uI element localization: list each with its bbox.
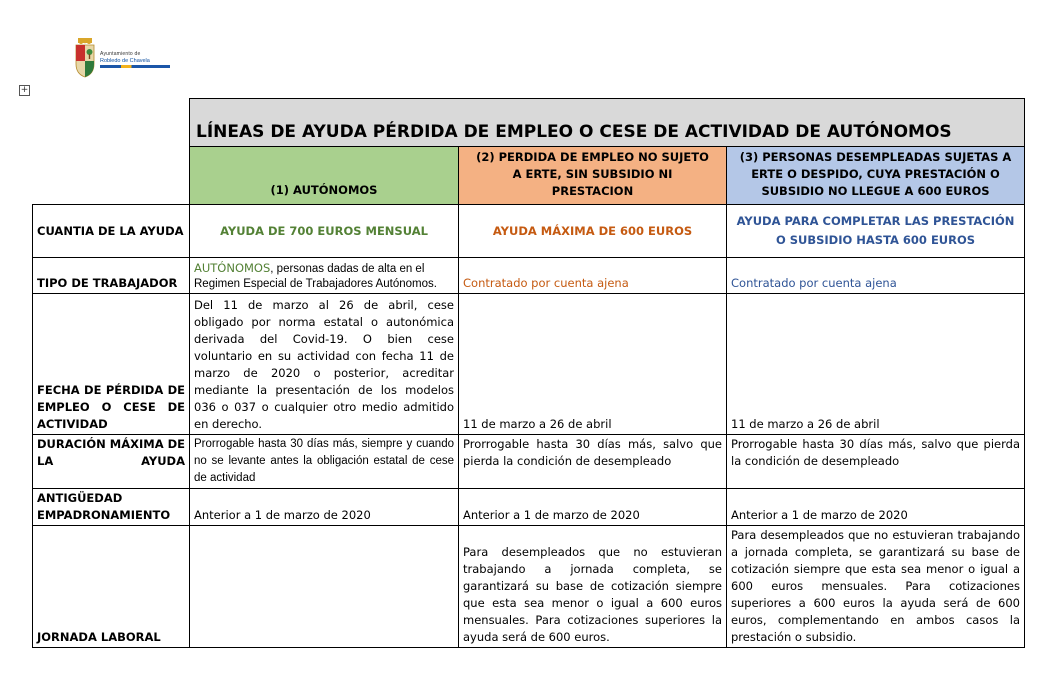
antiguedad-desempleados-erte: Anterior a 1 de marzo de 2020 (727, 489, 1025, 526)
antiguedad-autonomos: Anterior a 1 de marzo de 2020 (190, 489, 459, 526)
table-row (33, 526, 1025, 648)
table-row (33, 294, 1025, 435)
row-label-cuantia: CUANTIA DE LA AYUDA (33, 205, 190, 258)
row-label-jornada: JORNADA LABORAL (33, 526, 190, 648)
row-label-duracion: DURACIÓN MÁXIMA DE LA AYUDA (33, 435, 190, 489)
autonomos-highlight: AUTÓNOMOS (194, 261, 271, 275)
tipo-trabajador-desempleados-erte: Contratado por cuenta ajena (727, 258, 1025, 294)
tipo-trabajador-autonomos (190, 258, 459, 294)
tipo-trabajador-perdida-empleo: Contratado por cuenta ajena (459, 258, 727, 294)
antiguedad-perdida-empleo: Anterior a 1 de marzo de 2020 (459, 489, 727, 526)
cuantia-perdida-empleo: AYUDA MÁXIMA DE 600 EUROS (459, 205, 727, 258)
fecha-autonomos: Del 11 de marzo al 26 de abril, cese obligado por norma estatal o autonómica derivada del Covid-19. O bien cese voluntario en su actividad con fecha 11 de marzo de 2020 o posterior, acreditar mediante la presentación de los modelos 036 o 037 o cualquier otro medio admitido en derecho. (190, 294, 459, 435)
table-row (33, 435, 1025, 489)
duracion-perdida-empleo: Prorrogable hasta 30 días más, salvo que pierda la condición de desempleado (459, 435, 727, 489)
row-label-fecha-perdida: FECHA DE PÉRDIDA DE EMPLEO O CESE DE ACTIVIDAD (33, 294, 190, 435)
aid-lines-table (32, 98, 1025, 648)
fecha-perdida-empleo: 11 de marzo a 26 de abril (459, 294, 727, 435)
table-row (33, 258, 1025, 294)
coat-of-arms-icon (74, 38, 96, 78)
column-header-autonomos: (1) AUTÓNOMOS (190, 147, 459, 205)
duracion-desempleados-erte: Prorrogable hasta 30 días más, salvo que pierda la condición de desempleado (727, 435, 1025, 489)
jornada-autonomos (190, 526, 459, 648)
municipal-logo (72, 38, 172, 80)
row-label-tipo-trabajador: TIPO DE TRABAJADOR (33, 258, 190, 294)
blank-corner-cell (33, 99, 190, 205)
logo-color-bar (100, 65, 170, 68)
cuantia-autonomos: AYUDA DE 700 EUROS MENSUAL (190, 205, 459, 258)
logo-line-2: Robledo de Chavela (100, 58, 150, 64)
column-header-desempleados-erte: (3) PERSONAS DESEMPLEADAS SUJETAS A ERTE O DESPIDO, CUYA PRESTACIÓN O SUBSIDIO NO LLEGUE A 600 EUROS (727, 147, 1025, 205)
jornada-desempleados-erte: Para desempleados que no estuvieran trabajando a jornada completa, se garantizará su base de cotización siempre que esta sea menor o igual a 600 euros mensuales. Para cotizaciones superiores a 600 euros la ayuda será de 600 euros, complementando en ambos casos la prestación o subsidio. (727, 526, 1025, 648)
fecha-desempleados-erte: 11 de marzo a 26 de abril (727, 294, 1025, 435)
table-row (33, 205, 1025, 258)
jornada-perdida-empleo: Para desempleados que no estuvieran trabajando a jornada completa, se garantizará su base de cotización siempre que esta sea menor o igual a 600 euros mensuales. Para cotizaciones superiores la ayuda será de 600 euros. (459, 526, 727, 648)
table-move-handle-icon[interactable]: + (20, 85, 29, 95)
cuantia-desempleados-erte: AYUDA PARA COMPLETAR LAS PRESTACIÓN O SUBSIDIO HASTA 600 EUROS (727, 205, 1025, 258)
row-label-antiguedad: ANTIGÜEDAD EMPADRONAMIENTO (33, 489, 190, 526)
logo-line-1: Ayuntamiento de (100, 51, 141, 57)
table-row (33, 489, 1025, 526)
column-header-perdida-empleo: (2) PERDIDA DE EMPLEO NO SUJETO A ERTE, SIN SUBSIDIO NI PRESTACION (459, 147, 727, 205)
table-title: LÍNEAS DE AYUDA PÉRDIDA DE EMPLEO O CESE DE ACTIVIDAD DE AUTÓNOMOS (190, 99, 1025, 147)
duracion-autonomos: Prorrogable hasta 30 días más, siempre y cuando no se levante antes la obligación estatal de cese de actividad (190, 435, 459, 489)
autonomos-description: , personas dadas de alta en el Regimen Especial de Trabajadores Autónomos. (194, 263, 437, 290)
